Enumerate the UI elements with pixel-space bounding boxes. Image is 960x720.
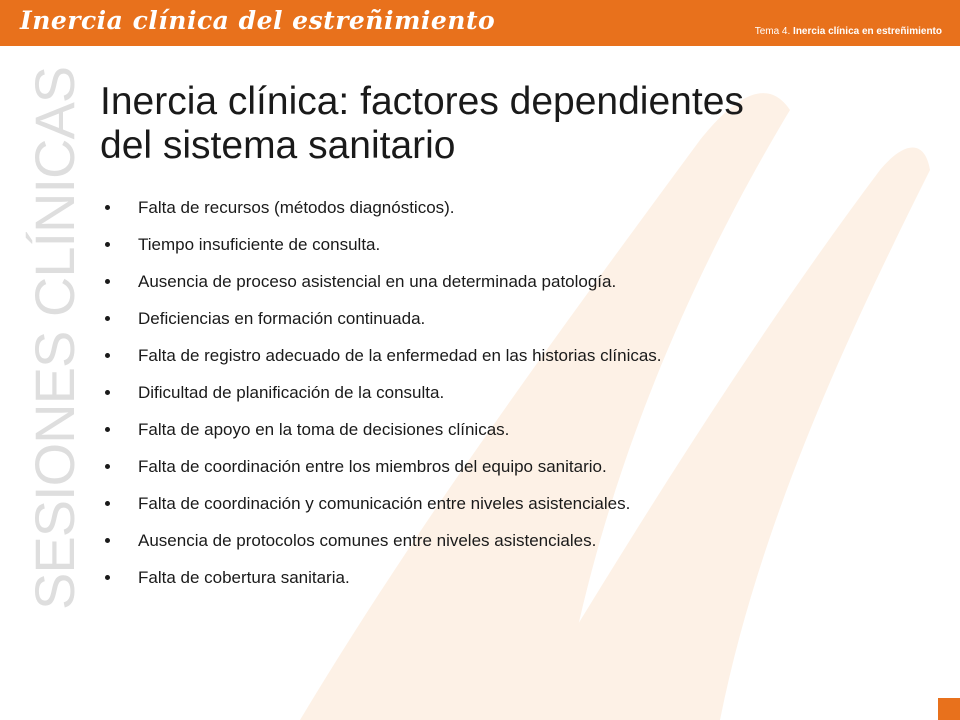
- list-item: [105, 270, 662, 307]
- bullet-icon: [105, 575, 110, 580]
- topic-label: [755, 26, 942, 37]
- side-label: SESIONES CLÍNICAS: [23, 66, 86, 610]
- list-item: [105, 492, 662, 529]
- title-line-2: del sistema sanitario: [100, 124, 456, 167]
- brand-title: Inercia clínica del estreñimiento: [20, 6, 496, 35]
- topic-prefix: Tema 4.: [754, 26, 791, 37]
- list-item: [105, 381, 662, 418]
- list-item: [105, 344, 662, 381]
- list-item-text: Ausencia de protocolos comunes entre niveles asistenciales.: [138, 531, 597, 550]
- list-item: [105, 233, 662, 270]
- bullet-icon: [105, 242, 110, 247]
- bullet-icon: [105, 279, 110, 284]
- bullet-list: [105, 196, 662, 603]
- slide-title: [100, 80, 920, 168]
- list-item: [105, 196, 662, 233]
- bullet-icon: [105, 427, 110, 432]
- list-item-text: Falta de coordinación entre los miembros del equipo sanitario.: [138, 457, 607, 476]
- bullet-icon: [105, 316, 110, 321]
- list-item-text: Falta de apoyo en la toma de decisiones clínicas.: [138, 420, 510, 439]
- list-item: [105, 418, 662, 455]
- corner-accent: [938, 698, 960, 720]
- bullet-icon: [105, 205, 110, 210]
- list-item-text: Dificultad de planificación de la consulta.: [138, 383, 445, 402]
- list-item: [105, 566, 662, 603]
- list-item-text: Falta de coordinación y comunicación entre niveles asistenciales.: [138, 494, 631, 513]
- topic-title: Inercia clínica en estreñimiento: [793, 26, 942, 37]
- bullet-icon: [105, 353, 110, 358]
- list-item: [105, 307, 662, 344]
- list-item-text: Ausencia de proceso asistencial en una determinada patología.: [138, 272, 617, 291]
- list-item-text: Deficiencias en formación continuada.: [138, 309, 426, 328]
- list-item-text: Falta de registro adecuado de la enfermedad en las historias clínicas.: [138, 346, 662, 365]
- list-item-text: Falta de cobertura sanitaria.: [138, 568, 350, 587]
- list-item: [105, 455, 662, 492]
- list-item-text: Falta de recursos (métodos diagnósticos).: [138, 198, 455, 217]
- list-item: [105, 529, 662, 566]
- header-bar: [0, 0, 960, 46]
- title-line-1: Inercia clínica: factores dependientes: [100, 80, 744, 123]
- bullet-icon: [105, 501, 110, 506]
- bullet-icon: [105, 538, 110, 543]
- bullet-icon: [105, 390, 110, 395]
- list-item-text: Tiempo insuficiente de consulta.: [138, 235, 381, 254]
- bullet-icon: [105, 464, 110, 469]
